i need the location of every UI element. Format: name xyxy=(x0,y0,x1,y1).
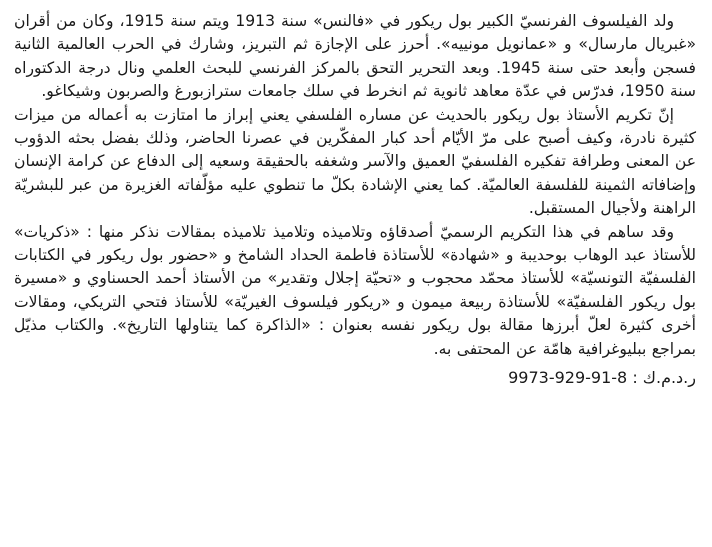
paragraph-contributions: وقد ساهم في هذا التكريم الرسميّ أصدقاؤه وتلاميذه وتلاميذ تلاميذه بمقالات نذكر منها : «ذكريات» للأستاذ عبد الوهاب بوحديبة و «شهادة» للأستاذة فاطمة الحداد الشامخ و «حضور بول ريكور في الكتابات الفلسفيّة التونسيّة» للأستاذ محمّد محجوب و «تحيّة إجلال وتقدير» من الأستاذ أحمد الحسناوي و «مسيرة بول ريكور الفلسفيّة» للأستاذة ربيعة ميمون و «ريكور فيلسوف الغيريّة» للأستاذ فتحي التريكي، ومقالات أخرى كثيرة لعلّ أبرزها مقالة بول ريكور نفسه بعنوان : «الذاكرة كما يتناولها التاريخ». والكتاب مذيّل بمراجع ببليوغرافية هامّة عن المحتفى به. xyxy=(14,222,696,358)
isbn-line xyxy=(14,366,696,389)
isbn-number: 9973-929-91-8 xyxy=(508,368,628,388)
isbn-label: ر.د.م.ك : xyxy=(632,368,696,388)
paragraph-tribute: إنّ تكريم الأستاذ بول ريكور بالحديث عن مساره الفلسفي يعني إبراز ما امتازت به أعماله من ميزات كثيرة نادرة، وكيف أصبح على مرّ الأيّام أحد كبار المفكّرين في عصرنا الحاضر، وذلك بفضل بحثه الدؤوب عن المعنى وطرافة تفكيره الفلسفيّ العميق والآسر وشغفه بالحقيقة وسعيه إلى الدفاع عن كرامة الإنسان وإضافاته الثمينة للفلسفة العالميّة. كما يعني الإشادة بكلّ ما تنطوي عليه مؤلّفاته الغزيرة من عبر للبشريّة الراهنة ولأجيال المستقبل. xyxy=(14,105,696,218)
paragraph-biography: ولد الفيلسوف الفرنسيّ الكبير بول ريكور في «فالنس» سنة 1913 ويتم سنة 1915، وكان من أقران «غبريال مارسال» و «عمانويل مونييه». أحرز على الإجازة ثم التبريز، وشارك في الحرب العالمية الثانية فسجن وأبعد حتى سنة 1945. وبعد التحرير التحق بالمركز الفرنسي للبحث العلمي ونال درجة الدكتوراه سنة 1950، فدرّس في عدّة معاهد ثانوية ثم انخرط في سلك جامعات سترازبورغ والصربون وشيكاغو. xyxy=(14,12,697,101)
